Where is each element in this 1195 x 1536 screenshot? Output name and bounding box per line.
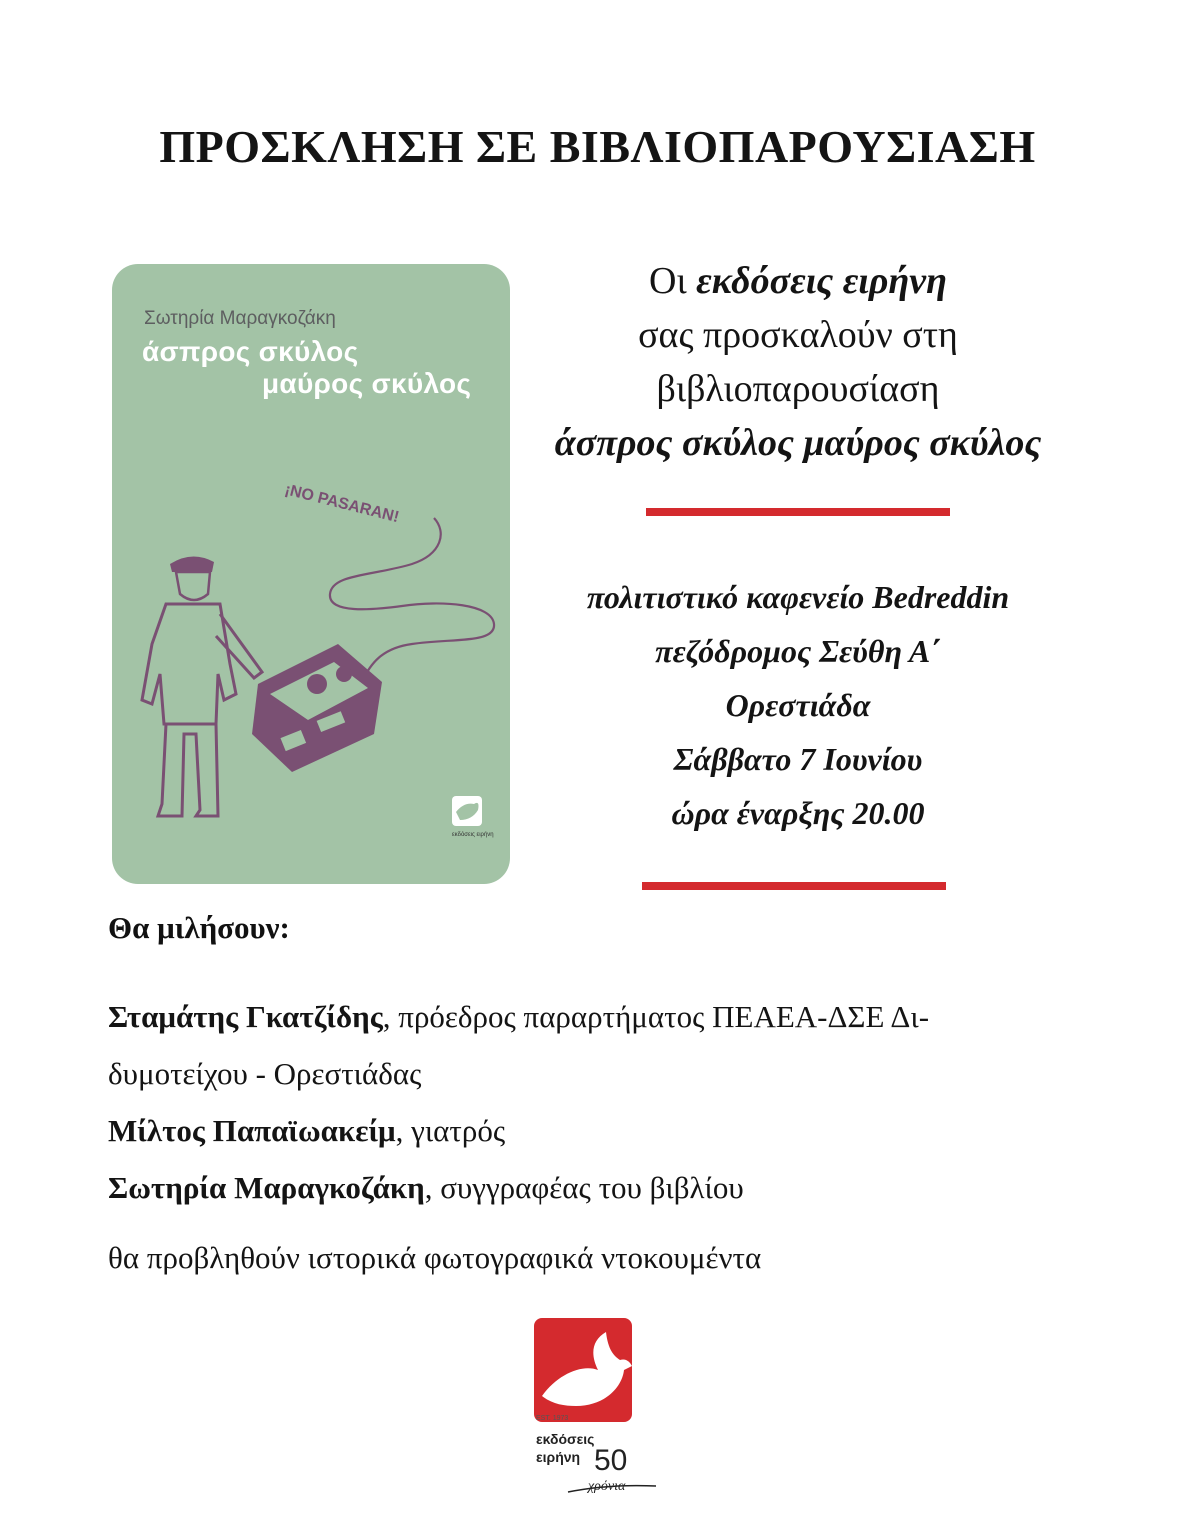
speaker-role: , γιατρός: [395, 1113, 506, 1148]
publisher-name: εκδόσεις ειρήνη: [696, 260, 947, 302]
speaker-name: Σταμάτης Γκατζίδης: [108, 999, 383, 1034]
logo-line1: εκδόσεις: [536, 1431, 595, 1447]
event-date: Σάββατο 7 Ιουνίου: [673, 741, 923, 777]
logo-number: 50: [594, 1444, 628, 1477]
divider-top: [646, 508, 950, 516]
venue-place: πολιτιστικό καφενείο Bedreddin: [586, 579, 1010, 615]
cover-title-line1: άσπρος σκύλος: [142, 336, 359, 367]
speaker-role: , συγγραφέας του βιβλίου: [424, 1170, 744, 1205]
divider-bottom: [642, 882, 946, 890]
invitation-line3: βιβλιοπαρουσίαση: [656, 368, 940, 410]
speakers-heading: Θα μιλήσουν:: [108, 910, 290, 945]
page-title: ΠΡΟΣΚΛΗΣΗ ΣΕ ΒΙΒΛΙΟΠΑΡΟΥΣΙΑΣΗ: [159, 121, 1036, 172]
event-note: θα προβληθούν ιστορικά φωτογραφικά ντοκουμέντα: [108, 1240, 762, 1275]
venue-street: πεζόδρομος Σεύθη Α΄: [655, 633, 941, 669]
speaker-name: Σωτηρία Μαραγκοζάκη: [108, 1170, 425, 1205]
logo-est: EST. 1973: [536, 1415, 569, 1422]
event-time: ώρα έναρξης 20.00: [671, 795, 925, 831]
book-cover: [112, 264, 510, 884]
speaker-item: [108, 1159, 1098, 1216]
book-title: άσπρος σκύλος μαύρος σκύλος: [554, 422, 1042, 464]
event-details: [508, 570, 1088, 840]
cover-author: Σωτηρία Μαραγκοζάκη: [144, 308, 336, 329]
speaker-item: [108, 1102, 1098, 1159]
cover-title-line2: μαύρος σκύλος: [262, 368, 472, 399]
speaker-name: Μίλτος Παπαϊωακείμ: [108, 1113, 396, 1148]
speaker-item: [108, 988, 1098, 1045]
venue-city: Ορεστιάδα: [725, 687, 871, 723]
speaker-role-continued: δυμοτείχου - Ορεστιάδας: [108, 1056, 422, 1091]
invitation-line1-prefix: Οι: [649, 260, 697, 302]
cover-publisher-name: εκδόσεις ειρήνη: [452, 832, 494, 838]
publisher-logo: [528, 1314, 668, 1504]
speakers-list: [108, 988, 1098, 1216]
invitation-line2: σας προσκαλούν στη: [638, 314, 958, 356]
invitation-text: [508, 254, 1088, 470]
logo-sub: χρόνια: [588, 1479, 626, 1494]
cover-slogan: ¡NO PASARAN!: [283, 481, 401, 527]
speaker-role: , πρόεδρος παραρτήματος ΠΕΑΕΑ-ΔΣΕ Δι-: [382, 999, 930, 1034]
logo-line2: ειρήνη: [536, 1449, 581, 1465]
